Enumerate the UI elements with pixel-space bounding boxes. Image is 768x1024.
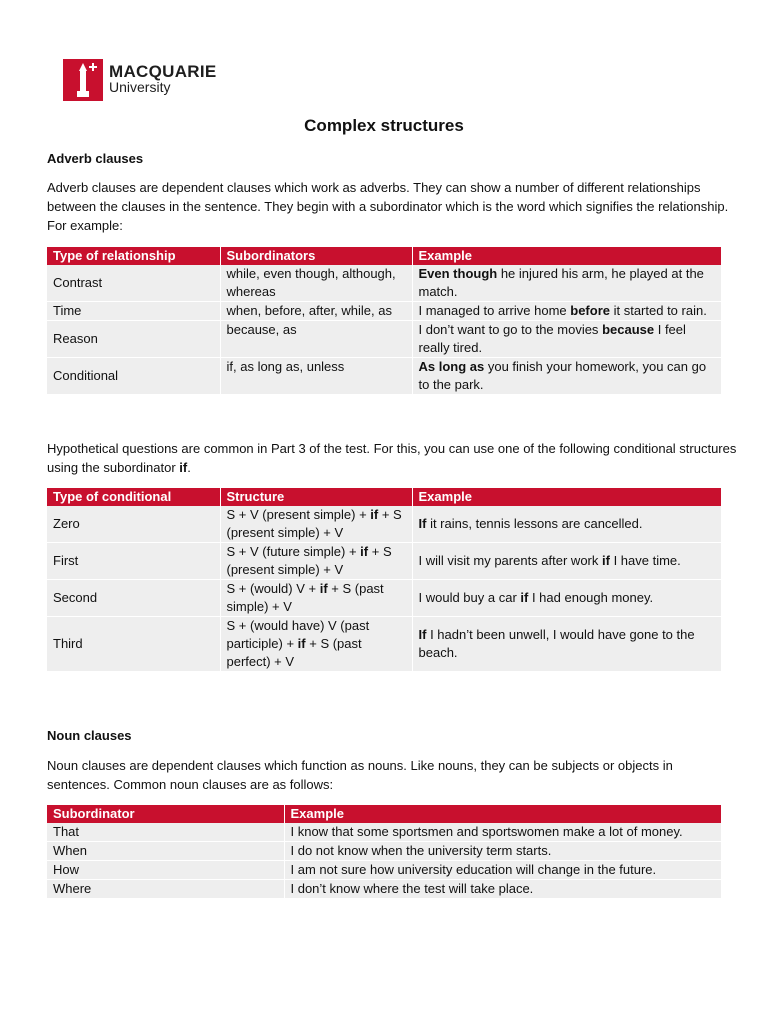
example-rest: it rains, tennis lessons are cancelled. xyxy=(426,516,643,531)
example-rest: I feel really tired. xyxy=(418,322,686,355)
page-title: Complex structures xyxy=(304,116,464,135)
table-row xyxy=(47,506,721,543)
bold-if: if xyxy=(602,553,610,568)
structure-part: S + V (present simple) + xyxy=(226,507,371,522)
conditional-example xyxy=(412,506,721,543)
noun-intro: Noun clauses are dependent clauses which function as nouns. Like nouns, they can be subjects or objects in sentences. Common noun clauses are as follows: xyxy=(47,758,673,792)
adverb-subordinators: because, as xyxy=(220,321,412,358)
adverb-example xyxy=(412,302,721,321)
structure-part: S + (would have) V (past participle) + xyxy=(226,618,370,651)
conditional-table xyxy=(47,488,721,672)
example-rest: he injured his arm, he played at the match. xyxy=(418,266,704,299)
table-row xyxy=(47,842,721,861)
bold-if: if xyxy=(297,636,306,651)
adverb-type: Conditional xyxy=(47,358,220,395)
bold-if: if xyxy=(319,581,328,596)
noun-subordinator: Where xyxy=(47,880,284,899)
conditional-example xyxy=(412,617,721,672)
table-row xyxy=(47,861,721,880)
adverb-subordinators: when, before, after, while, as xyxy=(220,302,412,321)
table-row xyxy=(47,880,721,899)
conditional-table-header xyxy=(47,488,721,506)
noun-subordinator: That xyxy=(47,823,284,842)
adverb-type: Contrast xyxy=(47,265,220,302)
adverb-table-header xyxy=(47,247,721,265)
bold-subordinator: As long as xyxy=(418,359,485,374)
adverb-table xyxy=(47,247,721,395)
bold-subordinator: before xyxy=(570,303,610,318)
conditional-intro xyxy=(47,439,737,477)
noun-table-header xyxy=(47,805,721,823)
bold-if: If xyxy=(418,516,427,531)
logo-subtitle: University xyxy=(109,79,171,95)
table-row xyxy=(47,302,721,321)
structure-part: S + (would) V + xyxy=(226,581,320,596)
adverb-example xyxy=(412,321,721,358)
table-row xyxy=(47,358,721,395)
structure-part: S + V (future simple) + xyxy=(226,544,361,559)
macquarie-logo xyxy=(63,59,223,101)
example-rest: I had enough money. xyxy=(528,590,654,605)
bold-if: if xyxy=(520,590,529,605)
example-pre: I would buy a car xyxy=(418,590,521,605)
conditional-example xyxy=(412,543,721,580)
logo-name: MACQUARIE xyxy=(109,62,217,81)
adverb-type: Reason xyxy=(47,321,220,358)
bold-subordinator: because xyxy=(602,322,655,337)
noun-subordinator: When xyxy=(47,842,284,861)
conditional-structure xyxy=(220,506,412,543)
conditional-structure xyxy=(220,543,412,580)
conditional-type: Zero xyxy=(47,506,220,543)
noun-example: I am not sure how university education will change in the future. xyxy=(284,861,721,880)
table-row xyxy=(47,543,721,580)
structure-part: + S (present simple) + V xyxy=(226,507,402,540)
bold-if: if xyxy=(360,544,369,559)
adverb-subordinators: while, even though, although, whereas xyxy=(220,265,412,302)
conditional-intro-text: Hypothetical questions are common in Part 3 of the test. For this, you can use one of the following conditional structures using the subordinator xyxy=(47,441,737,475)
adverb-header-example: Example xyxy=(412,247,721,265)
conditional-header-type: Type of conditional xyxy=(47,488,220,506)
noun-example: I don’t know where the test will take place. xyxy=(284,880,721,899)
example-rest: you finish your homework, you can go to the park. xyxy=(418,359,707,392)
noun-header-subordinator: Subordinator xyxy=(47,805,284,823)
conditional-intro-if: if xyxy=(179,460,188,475)
bold-subordinator: Even though xyxy=(418,266,498,281)
conditional-header-example: Example xyxy=(412,488,721,506)
structure-part: + S (past simple) + V xyxy=(226,581,384,614)
example-rest: I hadn’t been unwell, I would have gone to the beach. xyxy=(418,627,695,660)
table-row xyxy=(47,617,721,672)
structure-part: + S (past perfect) + V xyxy=(226,636,362,669)
bold-if: if xyxy=(370,507,379,522)
structure-part: + S (present simple) + V xyxy=(226,544,392,577)
example-pre: I will visit my parents after work xyxy=(418,553,602,568)
example-rest: it started to rain. xyxy=(609,303,707,318)
noun-table xyxy=(47,805,721,899)
bold-if: If xyxy=(418,627,427,642)
adverb-intro: Adverb clauses are dependent clauses which work as adverbs. They can show a number of different relationships between the clauses in the sentence. They begin with a subordinator which is the word which signifies the relationship. For example: xyxy=(47,180,729,233)
noun-subordinator: How xyxy=(47,861,284,880)
conditional-example xyxy=(412,580,721,617)
table-row xyxy=(47,580,721,617)
conditional-structure xyxy=(220,580,412,617)
table-row xyxy=(47,321,721,358)
lighthouse-shield-icon xyxy=(63,59,103,101)
example-rest: I have time. xyxy=(609,553,681,568)
adverb-heading: Adverb clauses xyxy=(47,151,144,166)
noun-example: I do not know when the university term starts. xyxy=(284,842,721,861)
conditional-type: Third xyxy=(47,617,220,672)
adverb-type: Time xyxy=(47,302,220,321)
conditional-structure xyxy=(220,617,412,672)
example-pre: I managed to arrive home xyxy=(418,303,571,318)
noun-example: I know that some sportsmen and sportswomen make a lot of money. xyxy=(284,823,721,842)
table-row xyxy=(47,265,721,302)
adverb-example xyxy=(412,358,721,395)
table-row xyxy=(47,823,721,842)
example-pre: I don’t want to go to the movies xyxy=(418,322,603,337)
conditional-header-structure: Structure xyxy=(220,488,412,506)
noun-header-example: Example xyxy=(284,805,721,823)
adverb-example xyxy=(412,265,721,302)
adverb-header-type: Type of relationship xyxy=(47,247,220,265)
conditional-intro-end: . xyxy=(187,460,191,475)
conditional-type: First xyxy=(47,543,220,580)
conditional-type: Second xyxy=(47,580,220,617)
noun-heading: Noun clauses xyxy=(47,728,132,743)
adverb-subordinators: if, as long as, unless xyxy=(220,358,412,395)
adverb-header-subordinators: Subordinators xyxy=(220,247,412,265)
